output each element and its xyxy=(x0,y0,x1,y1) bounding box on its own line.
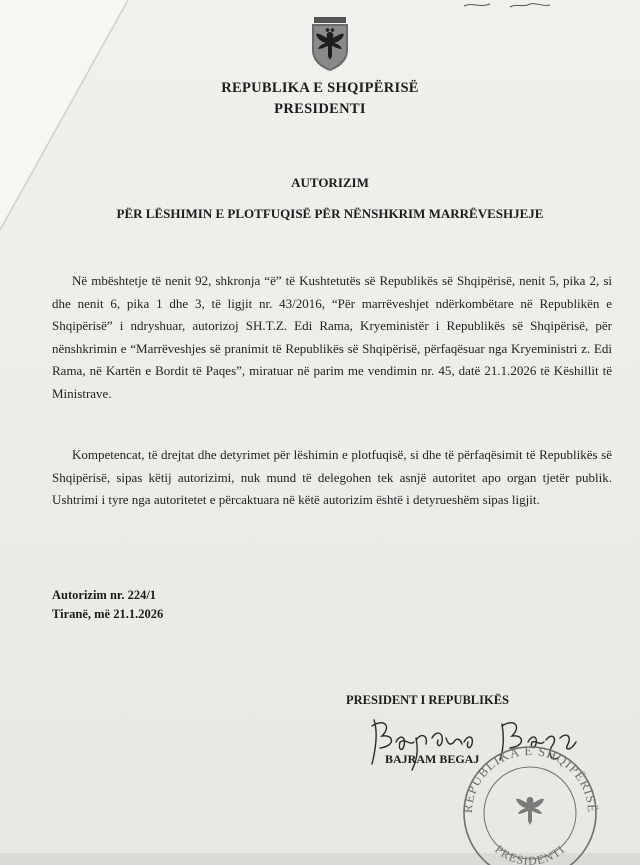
corner-scribble xyxy=(460,0,580,10)
header-president: PRESIDENTI xyxy=(274,101,366,117)
body-paragraph-1: Në mbështetje të nenit 92, shkronja “ë” të Kushtetutës së Republikës së Shqipërisë, nenit 5, pika 2, si dhe nenit 6, pika 1 dhe 3, të ligjit nr. 43/2016, “Për marrëveshjet ndërkombëtare në Republikën e Shqipërisë” i ndryshuar, autorizoj SH.T.Z. Edi Rama, Kryeministër i Republikës së Shqipërisë, për nënshkrimin e “Marrëveshjes së pranimit të Republikës së Shqipërisë, përfaqësuar nga Kryeministri z. Edi Rama, në Kartën e Bordit të Paqes”, miratuar në parim me vendimin nr. 45, datë 21.1.2026 të Këshillit të Ministrave. xyxy=(52,273,612,401)
signatory-name: BAJRAM BEGAJ xyxy=(385,752,480,766)
seal-bottom-text: PRESIDENTI xyxy=(492,842,568,865)
svg-text:PRESIDENTI xyxy=(492,842,567,865)
document-subtitle: PËR LËSHIMIN E PLOTFUQISË PËR NËNSHKRIM MARRËVESHJEJE xyxy=(116,206,544,221)
coat-of-arms-icon xyxy=(306,16,354,72)
place-and-date: Tiranë, më 21.1.2026 xyxy=(52,607,164,621)
authorization-number: Autorizim nr. 224/1 xyxy=(52,588,157,602)
official-seal xyxy=(452,735,602,865)
signatory-title: PRESIDENT I REPUBLIKËS xyxy=(346,693,510,707)
header-republic: REPUBLIKA E SHQIPËRISË xyxy=(221,80,419,96)
seal-ring-text: REPUBLIKA E SHQIPËRISË xyxy=(459,742,601,814)
document-title: AUTORIZIM xyxy=(291,175,369,190)
body-paragraph-2: Kompetencat, të drejtat dhe detyrimet për lëshimin e plotfuqisë, si dhe të përfaqësimit të Republikës së Shqipërisë, sipas këtij autorizimi, nuk mund të delegohen tek asnjë autoritet apo organ tjetër publik. Ushtrimi i tyre nga autoritetet e përcaktuara në këtë autorizim është i detyrueshëm sipas ligjit. xyxy=(52,447,612,507)
